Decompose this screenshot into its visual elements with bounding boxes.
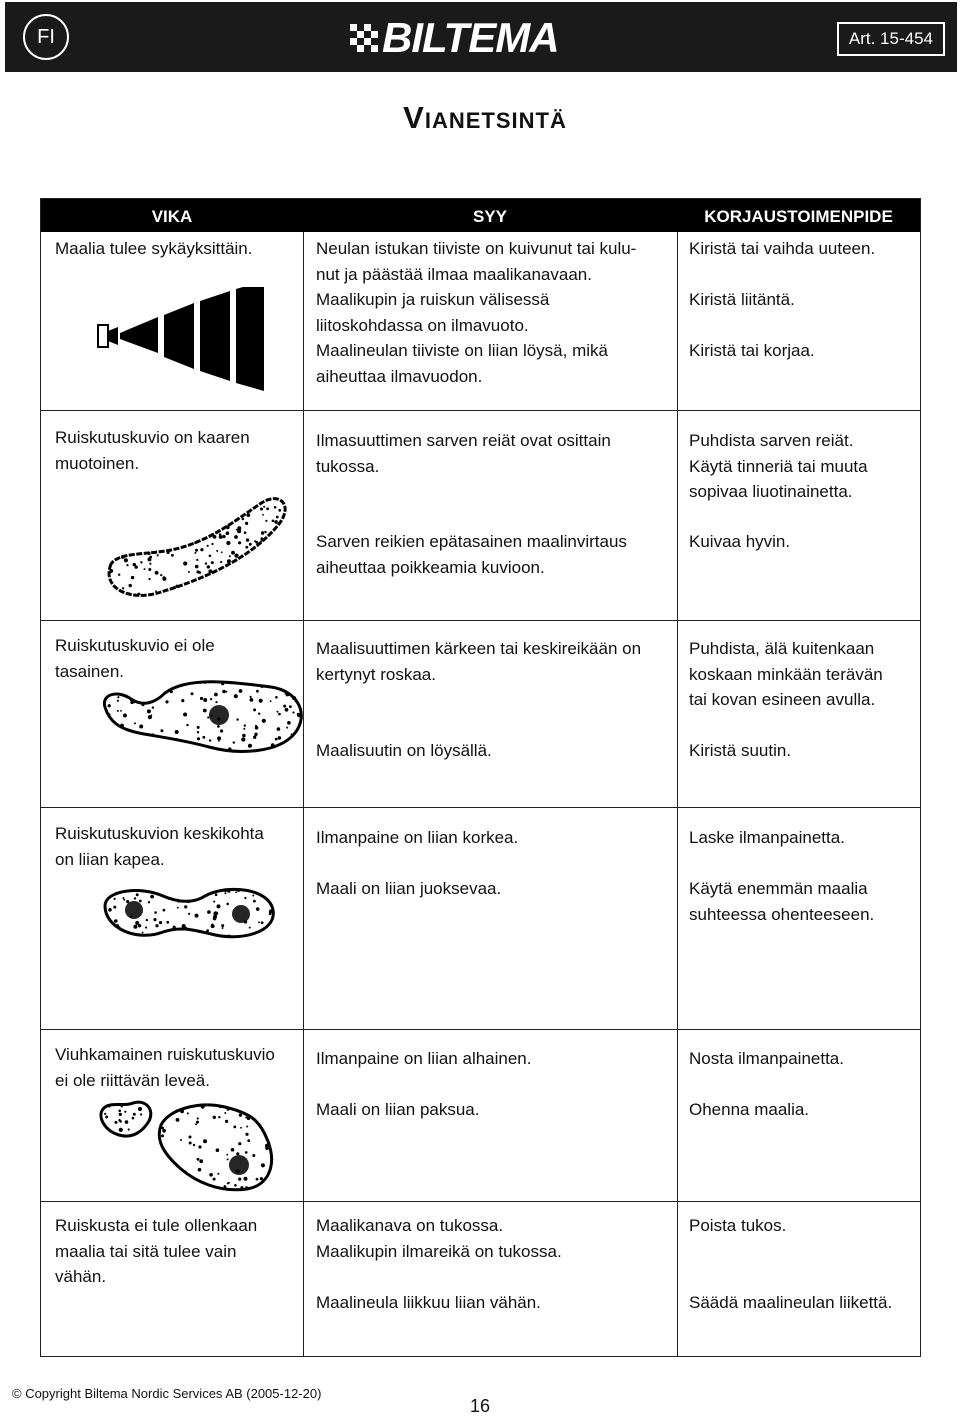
row1-korjaus-2 [689,287,795,313]
text-line: on liian kapea. [55,849,165,869]
text-line: Maalikanava on tukossa. [316,1216,504,1235]
row-divider [41,1029,920,1030]
row3-syy-1 [316,636,641,687]
page-title: Vianetsintä [403,100,567,135]
row5-korjaus-2 [689,1097,809,1123]
text-line: vähän. [55,1267,107,1286]
text-line: Ruiskutuskuvio on kaaren [55,428,250,447]
row3-korjaus-1 [689,636,883,713]
table-header [41,199,920,232]
text-line: Nosta ilmanpainetta. [689,1049,844,1068]
language-badge: FI [23,14,69,60]
page-header [5,2,957,72]
row4-korjaus-1 [689,825,845,851]
row3-korjaus-2 [689,738,791,764]
text-line: Kiristä suutin. [689,741,792,760]
text-line: Ohenna maalia. [689,1100,810,1119]
dense-spot [209,705,229,725]
row-divider [41,410,920,411]
text-line: Ilmasuuttimen sarven reiät ovat osittain [316,431,611,450]
text-line: Ilmanpaine on liian alhainen. [316,1049,532,1068]
row6-syy-2 [316,1290,541,1316]
col-header-syy: SYY [472,207,508,226]
text-line: tai kovan esineen avulla. [689,690,876,709]
row6-korjaus-2 [689,1290,892,1316]
narrow-center-spray-illustration [101,882,276,944]
row1-vika [55,236,252,262]
row4-vika [55,821,264,872]
row6-vika [55,1213,257,1290]
dense-spot [125,901,143,919]
text-line: Säädä maalineulan liikettä. [689,1293,893,1312]
row2-syy-1 [316,428,611,479]
column-divider [303,232,304,1356]
row1-korjaus-3 [689,338,815,364]
narrow-fan-spray-illustration [99,1099,279,1194]
dense-spot [229,1155,249,1175]
text-line: Ilmanpaine on liian korkea. [316,828,519,847]
text-line: Maalisuutin on löysällä. [316,741,492,760]
uneven-spray-pattern-illustration [99,677,309,757]
row1-korjaus-1 [689,236,875,262]
text-line: Maali on liian juoksevaa. [316,879,502,898]
text-line: Maalisuuttimen kärkeen tai keskireikään on [316,639,642,658]
row2-korjaus-2 [689,529,790,555]
row4-korjaus-2 [689,876,874,927]
troubleshooting-table [40,198,921,1357]
row-divider [41,1201,920,1202]
text-line: suhteessa ohenteeseen. [689,904,875,924]
text-line: kertynyt roskaa. [316,664,436,684]
row5-syy-2 [316,1097,479,1123]
pulsing-spray-illustration [96,287,266,397]
text-line: aiheuttaa poikkeamia kuvioon. [316,557,545,577]
text-line: sopivaa liuotinainetta. [689,482,853,501]
row6-syy-1 [316,1213,562,1264]
row2-syy-2 [316,529,627,580]
column-divider [677,232,678,1356]
text-line: Laske ilmanpainetta. [689,828,845,847]
text-line: aiheuttaa ilmavuodon. [316,366,483,386]
text-line: Käytä tinneriä tai muuta [689,456,868,476]
text-line: maalia tai sitä tulee vain [55,1241,237,1261]
text-line: liitoskohdassa on ilmavuoto. [316,315,529,335]
col-header-korjaus: KORJAUSTOIMENPIDE [704,207,893,226]
row-divider [41,620,920,621]
dense-spot [232,905,250,923]
text-line: Maalia tulee sykäyksittäin. [55,239,253,258]
row5-korjaus-1 [689,1046,844,1072]
row5-vika [55,1042,275,1093]
text-line: Maalineulan tiiviste on liian löysä, mikä [316,341,608,360]
text-line: tasainen. [55,661,124,681]
text-line: Viuhkamainen ruiskutuskuvio [55,1045,275,1064]
row6-korjaus-1 [689,1213,786,1239]
text-line: Puhdista sarven reiät. [689,431,854,450]
row-divider [41,807,920,808]
row2-vika [55,425,250,476]
row1-syy [316,236,636,389]
text-line: Kiristä tai korjaa. [689,341,815,360]
text-line: koskaan minkään terävän [689,664,883,684]
text-line: Maalikupin ilmareikä on tukossa. [316,1241,562,1261]
text-line: Kiristä tai vaihda uuteen. [689,239,876,258]
checker-flag-icon [350,24,378,52]
text-line: Ruiskutuskuvio ei ole [55,636,215,655]
text-line: muotoinen. [55,453,140,473]
text-line: Maalikupin ja ruiskun välisessä [316,290,550,309]
text-line: Sarven reikien epätasainen maalinvirtaus [316,532,627,551]
brand-logo [350,16,559,60]
text-line: Maalineula liikkuu liian vähän. [316,1293,541,1312]
text-line: Kiristä liitäntä. [689,290,795,309]
article-number: Art. 15-454 [837,22,945,56]
row2-korjaus-1 [689,428,868,505]
text-line: tukossa. [316,456,380,476]
row4-syy-2 [316,876,501,902]
copyright-notice: © Copyright Biltema Nordic Services AB (2005-12-20) [12,1386,322,1401]
text-line: Puhdista, älä kuitenkaan [689,639,875,658]
text-line: Ruiskusta ei tule ollenkaan [55,1216,258,1235]
row4-syy-1 [316,825,518,851]
col-header-vika: VIKA [151,207,193,226]
text-line: Kuivaa hyvin. [689,532,791,551]
row5-syy-1 [316,1046,532,1072]
text-line: nut ja päästää ilmaa maalikanavaan. [316,264,592,284]
arc-spray-pattern-illustration [101,494,291,604]
brand-name: BILTEMA [382,14,559,61]
text-line: Maali on liian paksua. [316,1100,480,1119]
text-line: Ruiskutuskuvion keskikohta [55,824,264,843]
row3-syy-2 [316,738,492,764]
page-number: 16 [470,1396,491,1416]
text-line: Neulan istukan tiiviste on kuivunut tai kulu- [316,239,637,258]
text-line: Poista tukos. [689,1216,787,1235]
text-line: ei ole riittävän leveä. [55,1070,210,1090]
text-line: Käytä enemmän maalia [689,879,868,898]
